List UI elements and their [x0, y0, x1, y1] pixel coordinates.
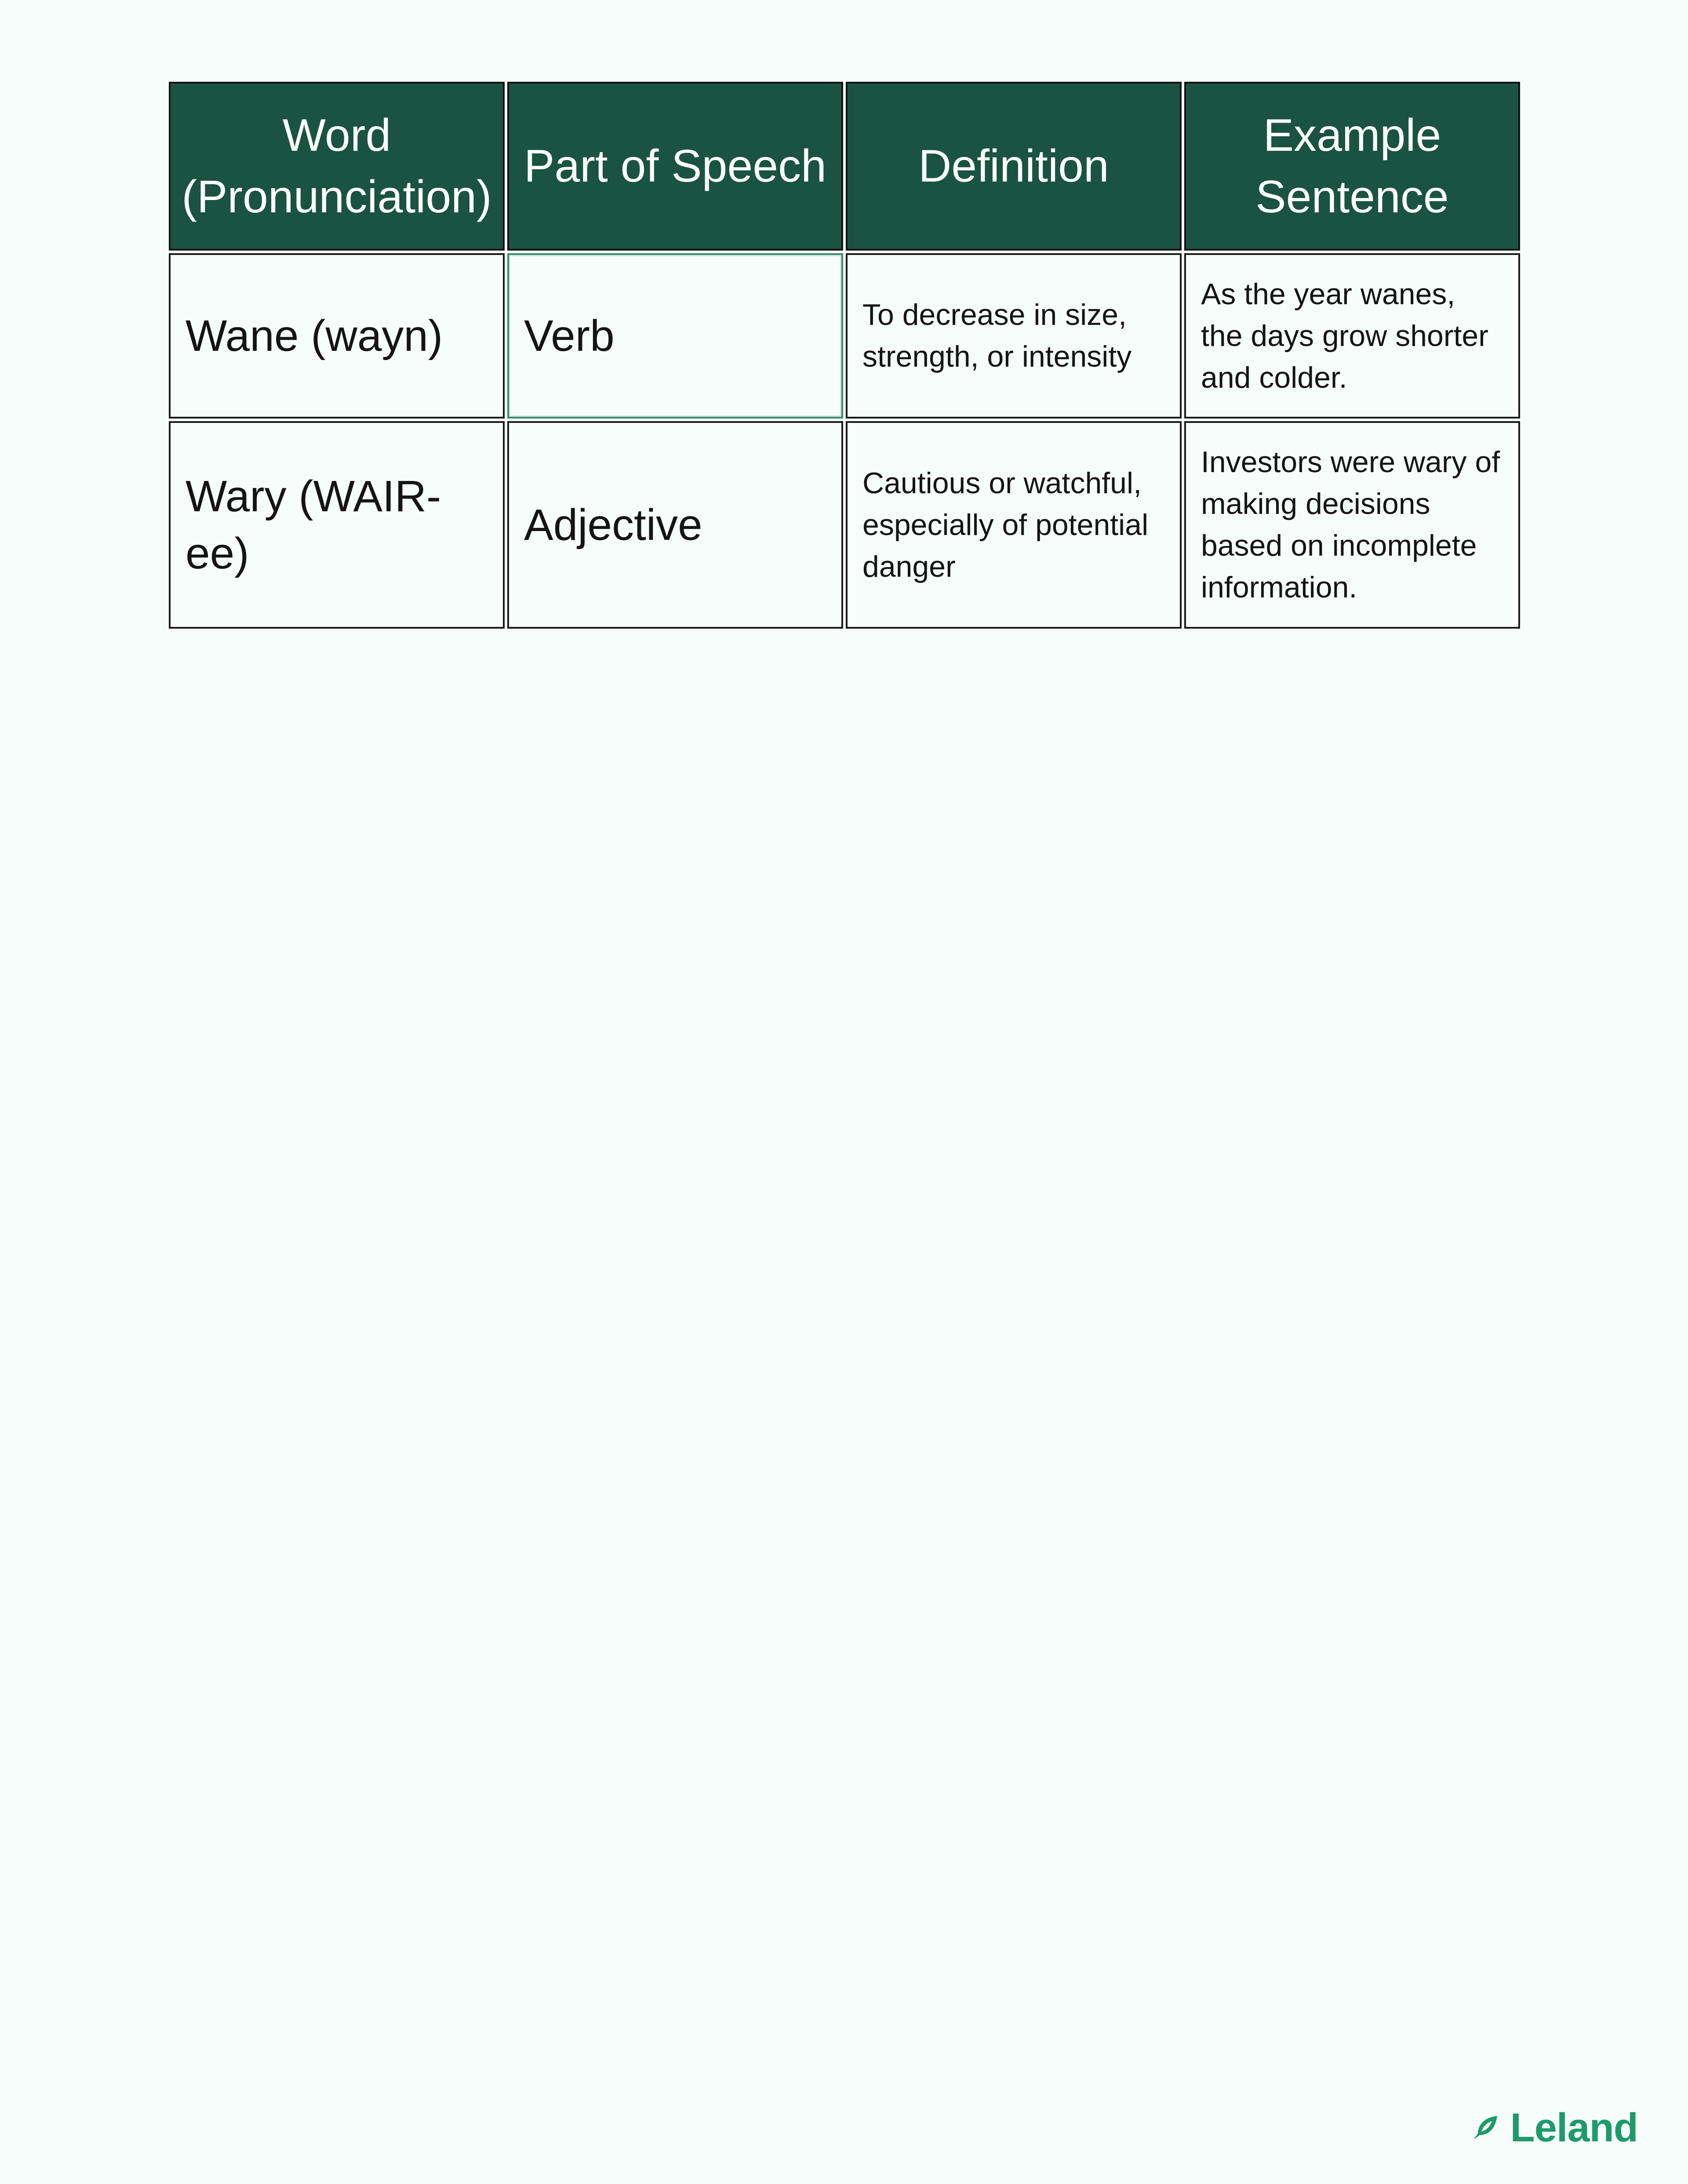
cell-text: As the year wanes, the days grow shorter and colder. [1201, 277, 1488, 394]
table-cell-part-of-speech[interactable] [507, 421, 843, 629]
header-word-label: Word (Pronunciation) [182, 110, 492, 222]
cell-text: Wane (wayn) [186, 311, 443, 360]
header-part-of-speech-label: Part of Speech [524, 141, 826, 192]
header-definition [846, 82, 1182, 251]
leland-brand [1470, 2105, 1638, 2150]
table-cell-definition[interactable] [846, 253, 1182, 419]
table-cell-example[interactable] [1184, 253, 1520, 419]
header-part-of-speech [507, 82, 843, 251]
cell-text: Wary (WAIR-ee) [186, 472, 441, 578]
leland-logo-icon [1470, 2112, 1501, 2143]
cell-text: Investors were wary of making decisions based on incomplete information. [1201, 445, 1500, 604]
table-cell-example[interactable] [1184, 421, 1520, 629]
table-cell-word[interactable] [169, 253, 505, 419]
header-example [1184, 82, 1520, 251]
header-word [169, 82, 505, 251]
cell-text: Cautious or watchful, especially of potential danger [862, 466, 1149, 583]
cell-text: To decrease in size, strength, or intensity [862, 298, 1132, 373]
vocabulary-table [169, 82, 1520, 629]
header-example-label: Example Sentence [1255, 110, 1449, 222]
table-cell-definition[interactable] [846, 421, 1182, 629]
table-cell-word[interactable] [169, 421, 505, 629]
cell-text: Adjective [524, 500, 702, 550]
brand-name: Leland [1510, 2105, 1638, 2150]
cell-text: Verb [524, 311, 615, 360]
table-cell-part-of-speech[interactable] [507, 253, 843, 419]
header-definition-label: Definition [918, 141, 1109, 192]
